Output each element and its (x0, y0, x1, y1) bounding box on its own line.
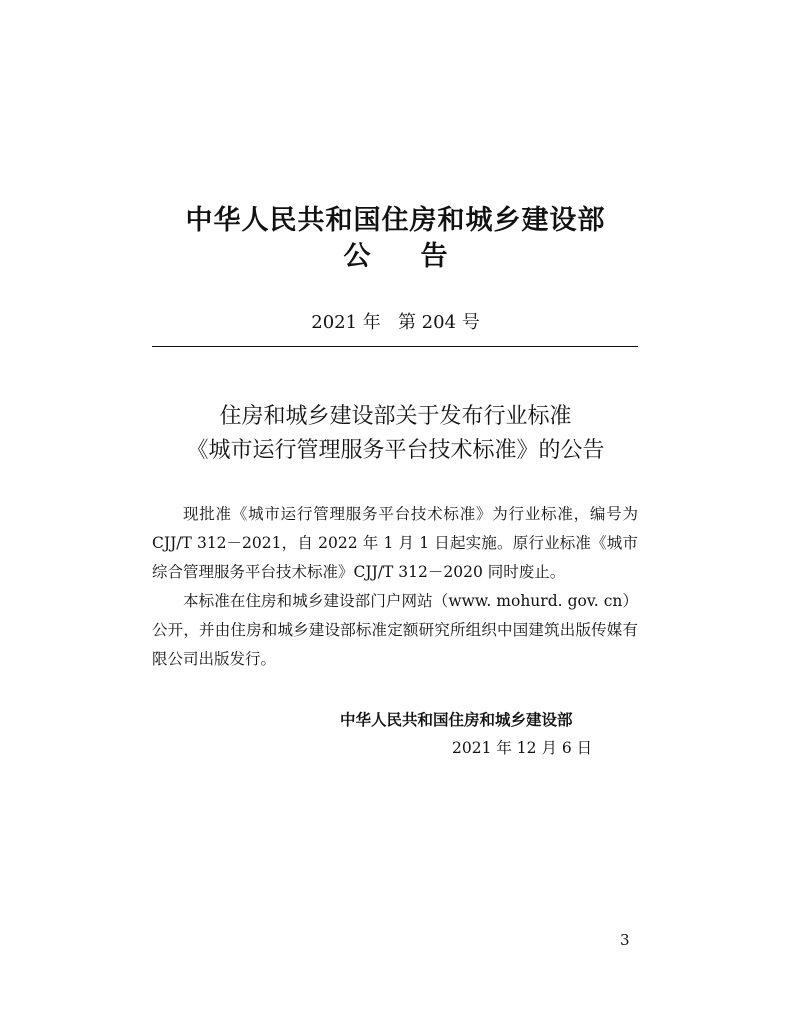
header-divider (152, 346, 638, 347)
document-type: 公告 (343, 241, 498, 272)
document-number: 2021 年 第 204 号 (311, 312, 480, 333)
body-paragraph-1: 现批准《城市运行管理服务平台技术标准》为行业标准，编号为 CJJ/T 312－2021，自 2022 年 1 月 1 日起实施。原行业标准《城市综合管理服务平台技术标准》CJJ/T 312－2020 同时废止。 (152, 505, 638, 581)
body-paragraph-2: 本标准在住房和城乡建设部门户网站（www. mohurd. gov. cn）公开，并由住房和城乡建设部标准定额研究所组织中国建筑出版传媒有限公司出版发行。 (152, 592, 638, 668)
announcement-title-line1: 住房和城乡建设部关于发布行业标准 (219, 404, 572, 429)
page-number: 3 (620, 931, 630, 949)
signature-date: 2021 年 12 月 6 日 (452, 739, 593, 757)
announcement-title-line2: 《城市运行管理服务平台技术标准》的公告 (186, 438, 605, 463)
body-text (152, 500, 638, 674)
issuer-title: 中华人民共和国住房和城乡建设部 (185, 205, 606, 236)
signature-issuer: 中华人民共和国住房和城乡建设部 (340, 711, 573, 729)
